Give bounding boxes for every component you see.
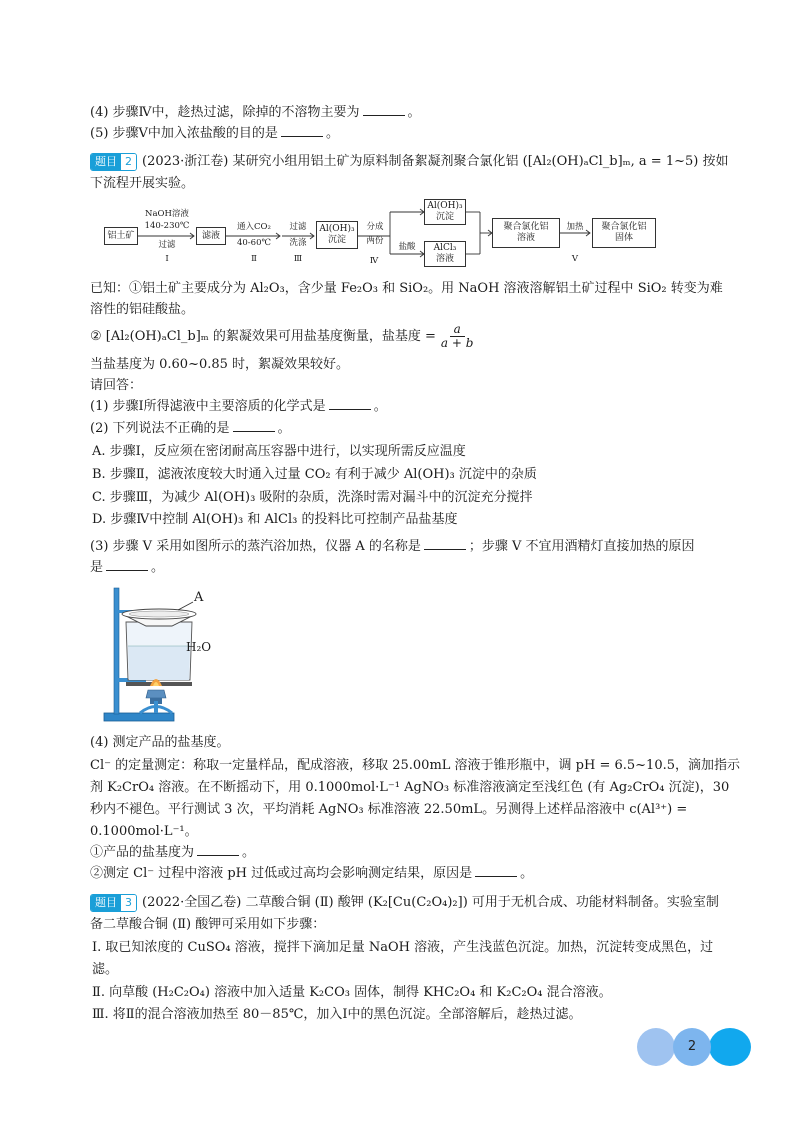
flow-label: 过滤 <box>289 222 307 232</box>
flow-box-text: 沉淀 <box>327 235 346 245</box>
question-tag <box>90 894 137 912</box>
flow-box-pac-solid <box>592 218 656 248</box>
q2-known-1: 已知：①铝土矿主要成分为 Al₂O₃，含少量 Fe₂O₃ 和 SiO₂。用 NaOH 溶液溶解铝土矿过程中 SiO₂ 转变为难 <box>90 281 723 296</box>
q1-part4 <box>90 103 730 123</box>
flow-step-number: Ⅲ <box>293 254 303 264</box>
flow-box-text: 聚合氯化铝 <box>503 222 549 232</box>
q2-part1 <box>90 397 730 417</box>
option-d: D. 步骤Ⅳ中控制 Al(OH)₃ 和 AlCl₃ 的投料比可控制产品盐基度 <box>92 512 458 527</box>
q2-intro-text: (2023·浙江卷) 某研究小组用铝土矿为原料制备絮凝剂聚合氯化铝 ([Al₂(OH)ₐCl_b]ₘ, a = 1~5) 按如 <box>142 154 729 169</box>
flow-label: 40-60℃ <box>236 238 271 248</box>
flow-label: 洗涤 <box>289 238 307 248</box>
q2-known-4: 当盐基度为 0.60~0.85 时，絮凝效果较好。 <box>90 357 350 372</box>
punct: 。 <box>373 399 387 414</box>
flow-label: 通入CO₂ <box>237 222 271 232</box>
option-a: A. 步骤Ⅰ，反应须在密闭耐高压容器中进行，以实现所需反应温度 <box>92 444 466 459</box>
flow-box-text: 聚合氯化铝 <box>601 222 647 232</box>
q2-part3-cont <box>90 558 730 578</box>
answer-blank <box>106 559 148 571</box>
flow-box-filtrate: 滤液 <box>196 227 226 245</box>
punct: 。 <box>520 866 534 881</box>
steam-bath-figure <box>100 580 240 725</box>
q2-ask: 请回答： <box>90 378 143 393</box>
flow-step-number: Ⅱ <box>251 254 257 264</box>
punct: 。 <box>242 845 256 860</box>
answer-blank <box>475 865 517 877</box>
flow-step-number: Ⅰ <box>165 254 169 264</box>
q2-part3-text: (3) 步骤 V 采用如图所示的蒸汽浴加热，仪器 A 的名称是 <box>90 539 421 554</box>
flow-box-text: 溶液 <box>516 233 535 243</box>
fraction-numerator: a <box>450 323 465 337</box>
q2-part4-text-3: 秒内不褪色。平行测试 3 次，平均消耗 AgNO₃ 标准溶液 22.50mL。另测得上述样品溶液中 c(Al³⁺) = <box>90 802 688 817</box>
decor-circle <box>709 1028 751 1066</box>
q3-intro-text-2: 备二草酸合铜 (Ⅱ) 酸钾可采用如下步骤： <box>90 917 326 932</box>
page-number-badge <box>637 1028 751 1066</box>
answer-blank <box>363 104 405 116</box>
q2-part3-text-3: 是 <box>90 560 104 575</box>
answer-blank <box>197 844 239 856</box>
q3-intro-text: (2022·全国乙卷) 二草酸合铜 (Ⅱ) 酸钾 (K₂[Cu(C₂O₄)₂]) 可用于无机合成、功能材料制备。实验室制 <box>142 895 719 910</box>
flow-box-text: Al(OH)₃ <box>427 201 463 211</box>
flow-box-aloh3 <box>316 221 358 249</box>
decor-circle <box>637 1028 675 1066</box>
flow-label: 140-230℃ <box>144 221 190 231</box>
question-tag-label: 题目 <box>91 153 121 171</box>
flow-box-text: Al(OH)₃ <box>319 224 355 234</box>
q2-part1-text: (1) 步骤Ⅰ所得滤液中主要溶质的化学式是 <box>90 399 326 414</box>
q2-intro-text-2: 下流程开展实验。 <box>90 176 195 191</box>
answer-blank <box>424 538 466 550</box>
punct: 。 <box>151 560 165 575</box>
question-tag-number: 2 <box>121 153 136 171</box>
q2-part3-text-2: ；步骤 V 不宜用酒精灯直接加热的原因 <box>468 539 695 554</box>
flow-label: NaOH溶液 <box>145 209 189 219</box>
q2-part4-q1 <box>90 843 730 863</box>
flow-box-alcl3 <box>424 241 466 267</box>
q2-part4-q2-text: ②测定 Cl⁻ 过程中溶液 pH 过低或过高均会影响测定结果，原因是 <box>90 866 473 881</box>
answer-blank <box>281 125 323 137</box>
fraction-denominator: a + b <box>440 336 474 350</box>
flow-label: 过滤 <box>158 240 176 250</box>
flow-label: 盐酸 <box>398 242 416 252</box>
q2-part2 <box>90 419 730 439</box>
q3-step-1: Ⅰ. 取已知浓度的 CuSO₄ 溶液，搅拌下滴加足量 NaOH 溶液，产生浅蓝色沉淀。加热，沉淀转变成黑色，过 <box>92 940 714 955</box>
q1-part5-text: (5) 步骤Ⅴ中加入浓盐酸的目的是 <box>90 126 278 141</box>
q1-part5 <box>90 124 730 144</box>
q2-part4: (4) 测定产品的盐基度。 <box>90 735 230 750</box>
q3-step-1-cont: 滤。 <box>92 962 119 977</box>
figure-label-water: H₂O <box>186 640 212 654</box>
flow-step-number: Ⅴ <box>571 254 579 264</box>
q2-part2-text: (2) 下列说法不正确的是 <box>90 421 230 436</box>
option-c: C. 步骤Ⅲ，为减少 Al(OH)₃ 吸附的杂质，洗涤时需对漏斗中的沉淀充分搅拌 <box>92 490 533 505</box>
basicity-fraction <box>439 323 476 350</box>
q2-part4-q1-text: ①产品的盐基度为 <box>90 845 195 860</box>
q3-step-3: Ⅲ. 将Ⅱ的混合溶液加热至 80－85℃，加入Ⅰ中的黑色沉淀。全部溶解后，趁热过滤。 <box>92 1007 582 1022</box>
q2-part4-text-1: Cl⁻ 的定量测定：称取一定量样品，配成溶液，移取 25.00mL 溶液于锥形瓶中，调 pH = 6.5~10.5，滴加指示 <box>90 758 741 773</box>
flow-label: 两份 <box>366 236 384 246</box>
figure-label-a: A <box>194 590 204 605</box>
flow-label: 分成 <box>366 222 384 232</box>
option-b: B. 步骤Ⅱ，滤液浓度较大时通入过量 CO₂ 有利于减少 Al(OH)₃ 沉淀中的杂质 <box>92 467 537 482</box>
q2-known-2: 溶性的铝硅酸盐。 <box>90 302 195 317</box>
q3-intro <box>90 893 730 913</box>
punct: 。 <box>407 105 421 120</box>
flow-box-text: AlCl₃ <box>433 243 457 253</box>
page-number: 2 <box>687 1039 697 1054</box>
flow-step-number: Ⅳ <box>369 256 379 266</box>
q2-part4-text-4: 0.1000mol·L⁻¹。 <box>90 824 198 839</box>
flow-box-text: 沉淀 <box>435 212 454 222</box>
q2-part3 <box>90 537 730 557</box>
answer-blank <box>233 420 275 432</box>
flow-box-bauxite: 铝土矿 <box>104 227 138 245</box>
q2-known-3 <box>90 322 730 352</box>
q2-part4-q2 <box>90 864 730 884</box>
q2-part4-text-2: 剂 K₂CrO₄ 溶液。在不断摇动下，用 0.1000mol·L⁻¹ AgNO₃ 标准溶液滴定至浅红色 (有 Ag₂CrO₄ 沉淀)，30 <box>90 780 730 795</box>
question-tag <box>90 153 137 171</box>
q3-step-2: Ⅱ. 向草酸 (H₂C₂O₄) 溶液中加入适量 K₂CO₃ 固体，制得 KHC₂O₄ 和 K₂C₂O₄ 混合溶液。 <box>92 985 612 1000</box>
flow-label: 加热 <box>566 222 584 232</box>
punct: 。 <box>277 421 291 436</box>
flow-box-pac-solution <box>492 218 560 248</box>
flow-box-text: 固体 <box>614 233 633 243</box>
q2-intro <box>90 152 730 172</box>
process-flow-diagram <box>100 196 680 270</box>
question-tag-label: 题目 <box>91 894 121 912</box>
answer-blank <box>329 398 371 410</box>
punct: 。 <box>325 126 339 141</box>
q1-part4-text: (4) 步骤Ⅳ中，趁热过滤，除掉的不溶物主要为 <box>90 105 360 120</box>
flow-box-aloh3-2 <box>424 199 466 225</box>
question-tag-number: 3 <box>121 894 136 912</box>
q2-known-3-text: ② [Al₂(OH)ₐCl_b]ₘ 的絮凝效果可用盐基度衡量，盐基度 = <box>90 329 436 344</box>
steam-bath-drawing <box>100 580 240 725</box>
flow-box-text: 溶液 <box>435 254 454 264</box>
